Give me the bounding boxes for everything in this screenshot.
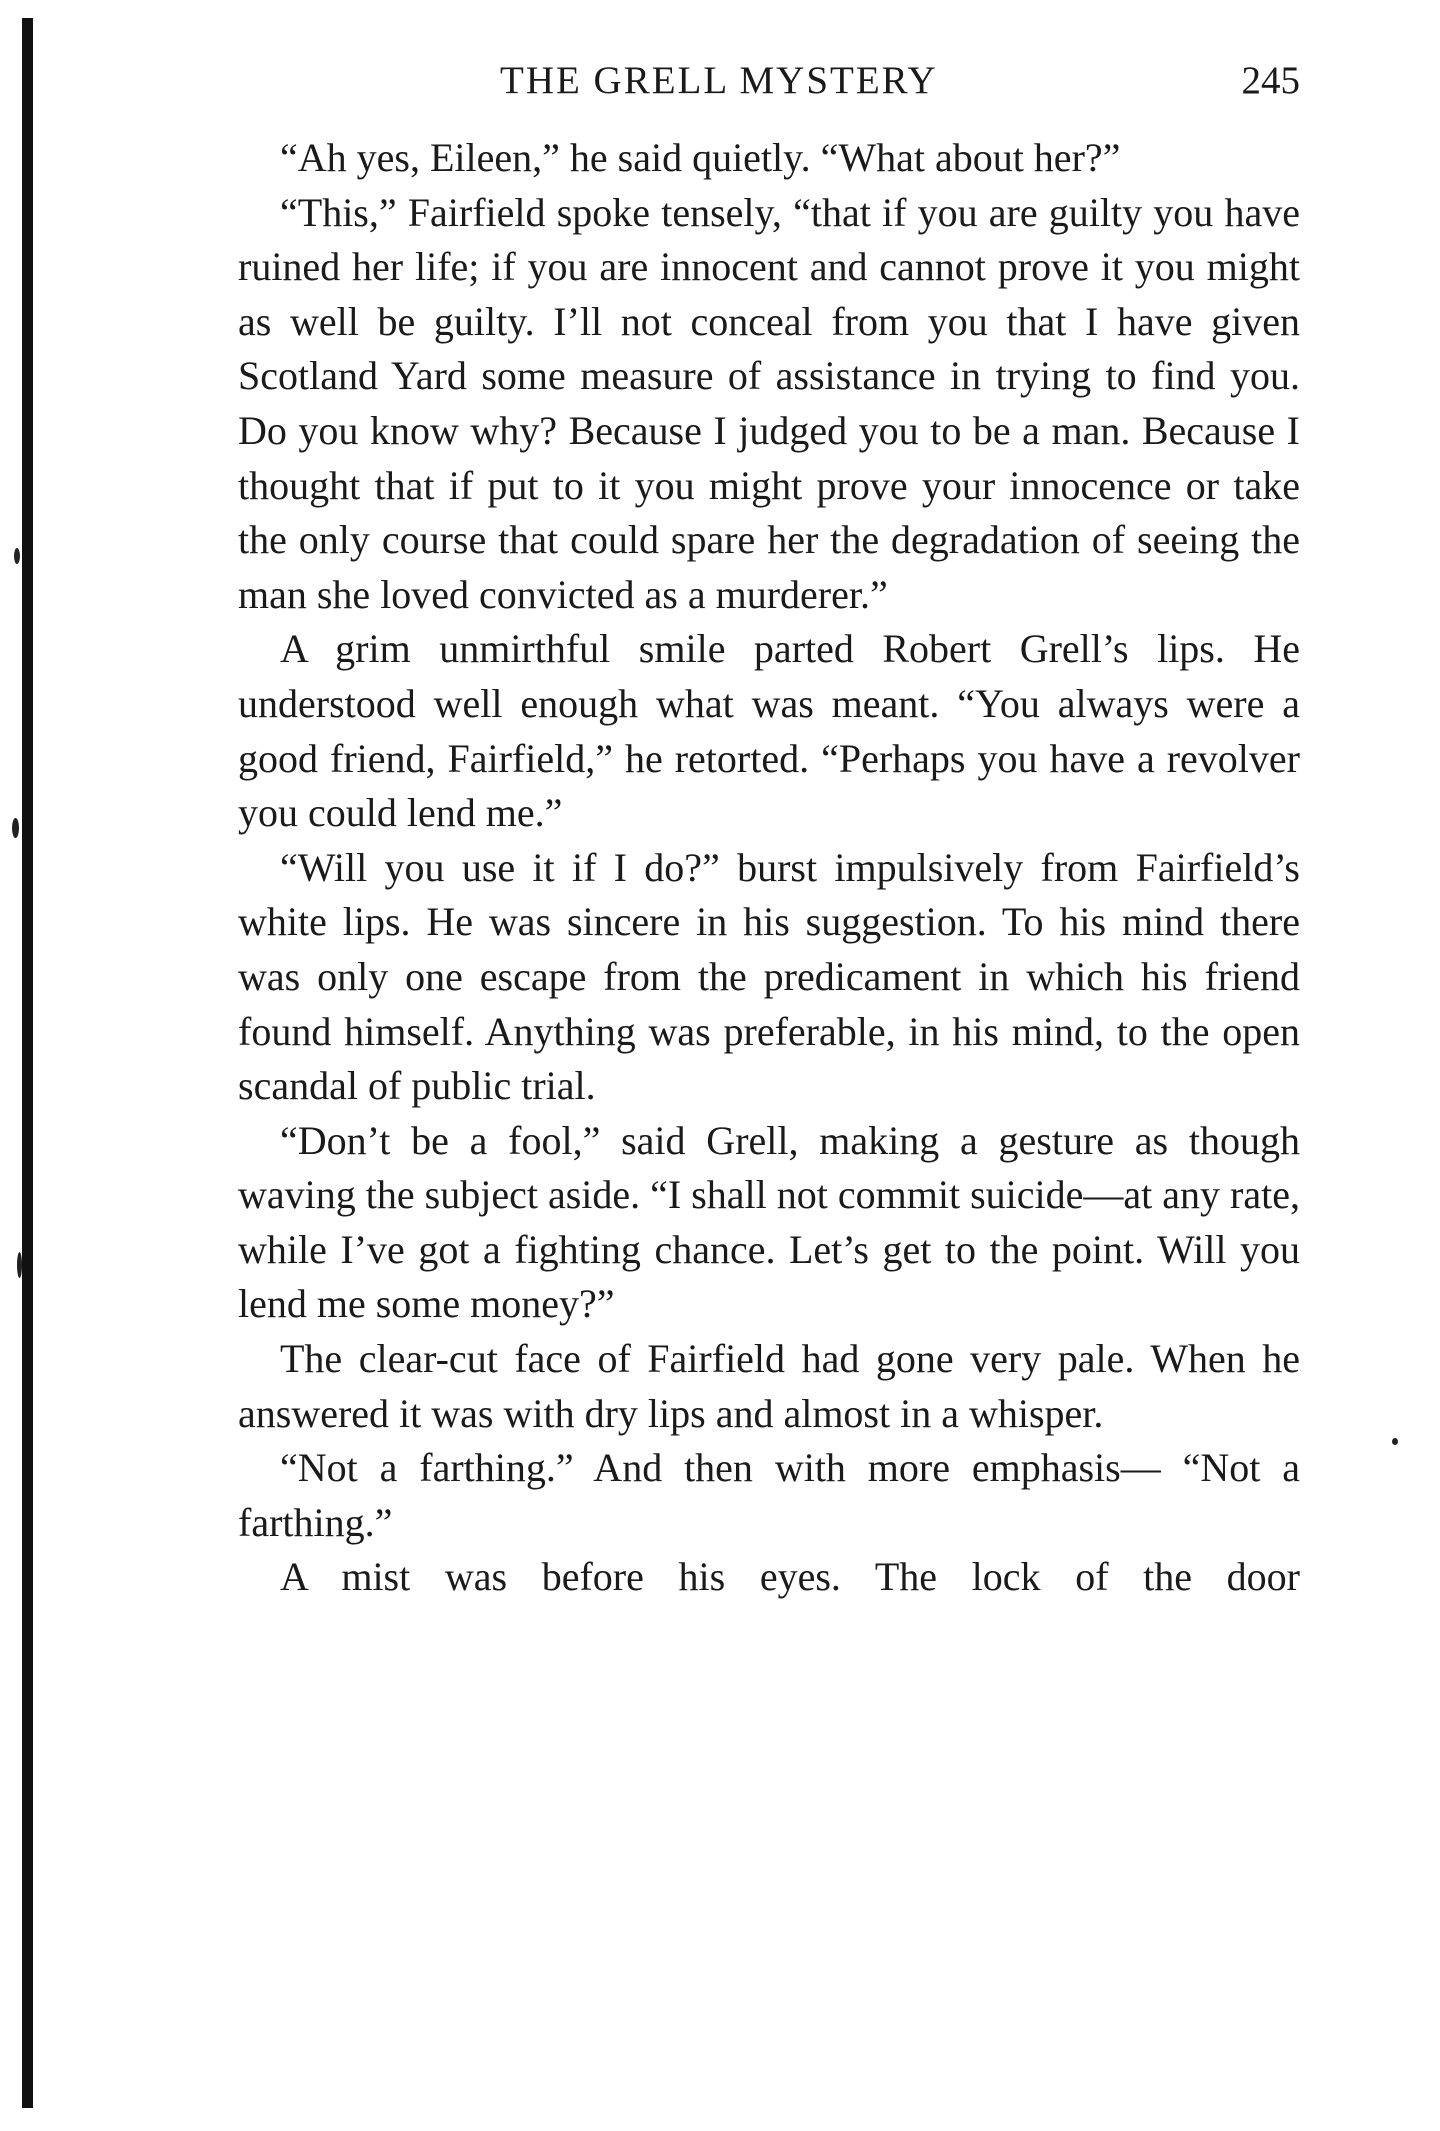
spine-mark xyxy=(14,548,20,564)
running-title: THE GRELL MYSTERY xyxy=(500,59,938,102)
page-number: 245 xyxy=(1241,59,1300,102)
stray-ink-dot xyxy=(1392,1438,1398,1445)
paragraph: “Ah yes, Eileen,” he said quietly. “What about her?” xyxy=(280,135,1121,180)
binding-edge xyxy=(22,18,33,2108)
paragraph: The clear-cut face of Fairfield had gone very pale. When he answered it was with dry lips and almost in a whisper. xyxy=(238,1336,1300,1436)
paragraph: “Will you use it if I do?” burst impulsively from Fairfield’s white lips. He was sincere in his suggestion. To his mind there was only one escape from the predicament in which his friend found himself. Anything was preferable, in his mind, to the open scandal of public trial. xyxy=(238,844,1300,1109)
paragraph: A grim unmirthful smile parted Robert Grell’s lips. He understood well enough what was meant. “You always were a good friend, Fairfield,” he retorted. “Perhaps you have a revolver you could lend me.” xyxy=(238,626,1300,836)
paragraph: A mist was before his eyes. The lock of the door xyxy=(280,1554,1300,1600)
paragraph: “Don’t be a fool,” said Grell, making a gesture as though waving the subject aside. “I shall not commit suicide—at any rate, while I’ve got a fighting chance. Let’s get to the point. Will you lend me some money?” xyxy=(238,1117,1300,1327)
running-head xyxy=(238,56,1300,106)
body-text xyxy=(238,131,1300,1605)
spine-mark xyxy=(17,1252,22,1278)
paragraph: “This,” Fairfield spoke tensely, “that if you are guilty you have ruined her life; if you are innocent and cannot prove it you might as well be guilty. I’ll not conceal from you that I have given Scotland Yard some measure of assistance in trying to find you. Do you know why? Because I judged you to be a man. Because I thought that if put to it you might prove your innocence or take the only course that could spare her the degradation of seeing the man she loved convicted as a murderer.” xyxy=(238,189,1300,617)
spine-mark xyxy=(12,818,19,838)
paragraph: “Not a farthing.” And then with more emphasis— “Not a farthing.” xyxy=(238,1445,1300,1545)
